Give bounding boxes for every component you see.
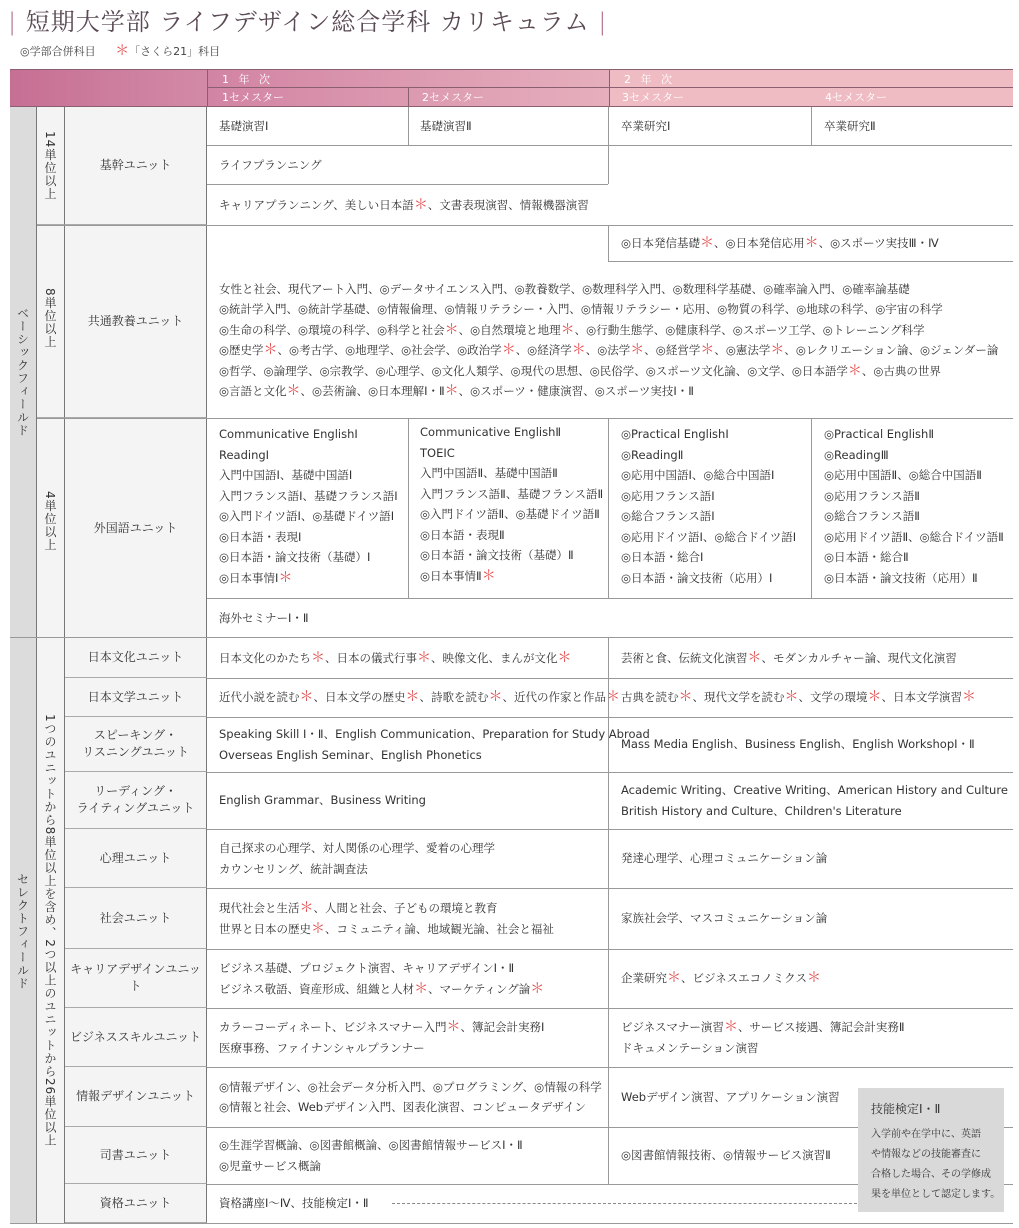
credit-kyoyo: 8単位以上: [37, 226, 65, 418]
course-line: ◎応用フランス語Ⅰ: [621, 488, 715, 503]
asterisk-icon: ＊: [405, 689, 420, 706]
course-line: 入門フランス語Ⅱ、基礎フランス語Ⅱ: [420, 486, 604, 501]
cell-year1: Speaking Skill Ⅰ・Ⅱ、English Communication、Preparation for Study Abroad Overseas English Seminar、English Phonetics: [219, 727, 650, 762]
cell-kyoyo-year2: ◎日本発信基礎＊、◎日本発信応用＊、◎スポーツ実技Ⅲ・Ⅳ: [621, 235, 939, 252]
course-line: ◎日本語・表現Ⅰ: [219, 529, 302, 544]
unit-10: 資格ユニット: [65, 1184, 207, 1223]
select-field-label: セレクトフィールド: [10, 638, 37, 1224]
note-title: 技能検定Ⅰ・Ⅱ: [871, 1102, 941, 1116]
cell-gaikokugo-sem2: [408, 422, 608, 592]
asterisk-icon: ＊: [299, 689, 314, 706]
page-title: | 短期大学部 ライフデザイン総合学科 カリキュラム |: [8, 8, 608, 36]
course-line: TOEIC: [420, 445, 455, 460]
course-line: ◎Practical EnglishⅠ: [621, 427, 729, 441]
cell-year1: 現代社会と生活＊、人間と社会、子どもの環境と教育 世界と日本の歴史＊、コミュニティ論、地域観光論、社会と福祉: [219, 900, 554, 937]
cell-year2: 企業研究＊、ビジネスエコノミクス＊: [621, 970, 822, 987]
asterisk-icon: ＊: [311, 649, 325, 666]
course-line: ◎総合フランス語Ⅱ: [824, 509, 920, 523]
asterisk-icon: ＊: [311, 920, 325, 937]
legend: [20, 40, 220, 60]
unit-4: 心理ユニット: [65, 829, 207, 888]
unit-6: キャリアデザインユニット: [65, 949, 207, 1008]
table-header: [10, 69, 1013, 107]
cell-year2: 発達心理学、心理コミュニケーション論: [621, 851, 828, 866]
unit-8: 情報デザインユニット: [65, 1067, 207, 1127]
credit-select: 1つのユニットから8単位以上を含め、2つ以上のユニットから26単位以上: [37, 638, 65, 1224]
cell-kikan-sem2: 基礎演習Ⅱ: [420, 118, 472, 133]
asterisk-icon: ＊: [414, 980, 429, 997]
cell-year1: ビジネス基礎、プロジェクト演習、キャリアデザインⅠ・Ⅱ ビジネス敬語、資産形成、組織と人材＊、マーケティング論＊: [219, 961, 545, 997]
unit-kikan: 基幹ユニット: [65, 107, 207, 225]
cell-kikan-year1-row2: ライフプランニング: [219, 157, 322, 172]
asterisk-icon: ＊: [606, 689, 620, 706]
unit-gaikokugo: 外国語ユニット: [65, 419, 207, 637]
cell-year2: Webデザイン演習、アプリケーション演習: [621, 1089, 840, 1104]
asterisk-icon: ＊: [481, 567, 496, 584]
course-line: Communicative EnglishⅠ: [219, 427, 358, 441]
year1-label: 1 年 次: [222, 73, 273, 86]
cell-year1: 自己探求の心理学、対人関係の心理学、愛着の心理学 カウンセリング、統計調査法: [219, 841, 495, 876]
course-line: ◎応用ドイツ語Ⅱ、◎総合ドイツ語Ⅱ: [824, 529, 1004, 544]
cell-year2: ◎図書館情報技術、◎情報サービス演習Ⅱ: [621, 1148, 831, 1163]
course-line: ◎日本語・論文技術（応用）Ⅱ: [824, 570, 978, 585]
cell-year1: カラーコーディネート、ビジネスマナー入門＊、簿記会計実務Ⅰ 医療事務、ファイナンシャルプランナー: [219, 1019, 545, 1055]
cell-year2: 古典を読む＊、現代文学を読む＊、文学の環境＊、日本文学演習＊: [621, 689, 976, 706]
course-line: ◎日本語・表現Ⅱ: [420, 527, 505, 542]
course-line: ◎ReadingⅡ: [621, 447, 684, 462]
course-line: ◎日本語・論文技術（応用）Ⅰ: [621, 570, 773, 585]
unit-kyoyo: 共通教養ユニット: [65, 226, 207, 418]
semester3-label: 3セメスター: [622, 91, 684, 104]
unit-5: 社会ユニット: [65, 888, 207, 949]
asterisk-icon: ＊: [807, 970, 822, 987]
semester2-label: 2セメスター: [422, 91, 484, 104]
cell-year2: 芸術と食、伝統文化演習＊、モダンカルチャー論、現代文化演習: [621, 649, 957, 666]
unit-7: ビジネススキルユニット: [65, 1008, 207, 1067]
semester4-label: 4セメスター: [825, 91, 887, 104]
course-line: ◎総合フランス語Ⅰ: [621, 509, 715, 523]
asterisk-icon: ＊: [667, 970, 681, 987]
asterisk-icon: ＊: [278, 569, 293, 586]
asterisk-icon: ＊: [784, 689, 799, 706]
course-line: ◎応用ドイツ語Ⅰ、◎総合ドイツ語Ⅰ: [621, 529, 797, 544]
note-body: 入学前や在学中に、英語 や情報などの技能審査に 合格した場合、その学修成 果を単位として認定します。: [871, 1129, 1001, 1200]
asterisk-icon: ＊: [678, 689, 693, 706]
asterisk-icon: ＊: [299, 900, 314, 916]
cell-year1: 近代小説を読む＊、日本文学の歴史＊、詩歌を読む＊、近代の作家と作品＊: [219, 689, 620, 706]
cell-kikan-sem1: 基礎演習Ⅰ: [219, 118, 269, 133]
legend-asterisk: 「さくら21」科目: [129, 45, 221, 58]
cell-year1: 日本文化のかたち＊、日本の儀式行事＊、映像文化、まんが文化＊: [219, 649, 572, 666]
asterisk-icon: ＊: [446, 1019, 461, 1035]
asterisk-icon: ＊: [488, 689, 503, 706]
asterisk-icon: ＊: [417, 649, 431, 666]
skill-test-note: [858, 1088, 1004, 1212]
course-line: ◎日本語・論文技術（基礎）Ⅱ: [420, 548, 574, 562]
semester1-label: 1セメスター: [222, 91, 284, 104]
course-line: 入門中国語Ⅰ、基礎中国語Ⅰ: [219, 468, 353, 482]
cell-gaikokugo-sem4: [812, 424, 1012, 594]
course-line: ◎応用中国語Ⅰ、◎総合中国語Ⅰ: [621, 468, 775, 482]
course-line: ◎ReadingⅢ: [824, 447, 889, 462]
cell-gaikokugo-seminar: 海外セミナーⅠ・Ⅱ: [219, 610, 309, 625]
course-line: ◎日本語・総合Ⅰ: [621, 550, 704, 564]
cell-year1: ◎情報デザイン、◎社会データ分析入門、◎プログラミング、◎情報の科学 ◎情報と社会、Webデザイン入門、図表化演習、コンピュータデザイン: [219, 1079, 602, 1114]
course-line: ◎応用中国語Ⅱ、◎総合中国語Ⅱ: [824, 468, 982, 482]
cell-gaikokugo-sem3: [609, 424, 811, 594]
cell-year2: ビジネスマナー演習＊、サービス接遇、簿記会計実務Ⅱ ドキュメンテーション演習: [621, 1019, 905, 1055]
legend-double-circle: ◎学部合併科目: [20, 45, 96, 58]
course-line: ◎日本語・総合Ⅱ: [824, 550, 909, 564]
asterisk-icon: ＊: [530, 980, 545, 997]
unit-9: 司書ユニット: [65, 1127, 207, 1184]
course-line: ◎入門ドイツ語Ⅱ、◎基礎ドイツ語Ⅱ: [420, 507, 600, 521]
asterisk-icon: ＊: [557, 649, 572, 666]
cell-kikan-sem4: 卒業研究Ⅱ: [824, 118, 876, 133]
unit-2: スピーキング・ リスニングユニット: [65, 717, 207, 772]
header-blank: [10, 70, 207, 106]
cell-kikan-sem3: 卒業研究Ⅰ: [621, 118, 671, 133]
header-year2: [609, 70, 1013, 106]
asterisk-icon: ＊: [747, 649, 762, 666]
course-line: ◎入門ドイツ語Ⅰ、◎基礎ドイツ語Ⅰ: [219, 509, 395, 523]
cell-year1: English Grammar、Business Writing: [219, 793, 426, 808]
asterisk-icon: ＊: [723, 1019, 738, 1035]
course-line: ◎日本語・論文技術（基礎）Ⅰ: [219, 550, 371, 564]
cell-kikan-row3: キャリアプランニング、美しい日本語＊、文書表現演習、情報機器演習: [219, 196, 589, 213]
cell-year2: 家族社会学、マスコミュニケーション論: [621, 911, 828, 926]
course-line: ◎日本事情Ⅰ＊: [219, 569, 293, 586]
cell-year2: Academic Writing、Creative Writing、American History and Culture British History and Culture、Children's Literature: [621, 783, 1008, 818]
year2-label: 2 年 次: [624, 73, 675, 86]
cell-year1: ◎生涯学習概論、◎図書館概論、◎図書館情報サービスⅠ・Ⅱ ◎児童サービス概論: [219, 1138, 523, 1173]
cell-year2: Mass Media English、Business English、English WorkshopⅠ・Ⅱ: [621, 737, 975, 752]
course-line: 入門フランス語Ⅰ、基礎フランス語Ⅰ: [219, 488, 398, 503]
course-line: ◎応用フランス語Ⅱ: [824, 488, 920, 503]
cell-kyoyo-list: 女性と社会、現代アート入門、◎データサイエンス入門、◎教養数学、◎数理科学入門、◎数理科学基礎、◎確率論入門、◎確率論基礎 ◎統計学入門、◎統計学基礎、◎情報倫理、◎情報リテラシー・入門、◎情報リテラシー・応用、◎物質の科学、◎地球の科学、◎宇宙の科学 ◎生命の科学、◎環境の科学、◎科学と社会＊、◎自然環境と地理＊、◎行動生態学、◎健康科学、◎スポーツ工学、◎トレーニング科学 ◎歴史学＊、◎考古学、◎地理学、◎社会学、◎政治学＊、◎経済学＊、◎法学＊、◎経営学＊、◎憲法学＊、◎レクリエーション論、◎ジェンダー論 ◎哲学、◎論理学、◎宗教学、◎心理学、◎文化人類学、◎現代の思想、◎民俗学、◎スポーツ文化論、◎文学、◎日本語学＊、◎古典の世界 ◎言語と文化＊、◎芸術論、◎日本理解Ⅰ・Ⅱ＊、◎スポーツ・健康演習、◎スポーツ実技Ⅰ・Ⅱ: [219, 281, 999, 399]
cell-gaikokugo-sem1: [207, 424, 407, 594]
course-line: ◎日本事情Ⅱ＊: [420, 567, 496, 584]
credit-kikan: 14単位以上: [37, 107, 65, 225]
dashed-connector: [392, 1203, 857, 1204]
unit-3: リーディング・ ライティングユニット: [65, 772, 207, 829]
course-line: 入門中国語Ⅱ、基礎中国語Ⅱ: [420, 466, 558, 480]
course-line: ReadingⅠ: [219, 447, 270, 462]
unit-1: 日本文学ユニット: [65, 678, 207, 717]
header-year1: [207, 70, 609, 106]
asterisk-icon: ＊: [867, 689, 882, 706]
course-line: ◎Practical EnglishⅡ: [824, 427, 934, 441]
unit-0: 日本文化ユニット: [65, 638, 207, 678]
basic-field-label: ベーシックフィールド: [10, 107, 37, 637]
credit-gaikokugo: 4単位以上: [37, 419, 65, 637]
asterisk-icon: ＊: [962, 689, 976, 706]
asterisk-icon: ＊: [115, 43, 130, 59]
cell-year1: 資格講座Ⅰ～Ⅳ、技能検定Ⅰ・Ⅱ: [219, 1196, 369, 1211]
course-line: Communicative EnglishⅡ: [420, 425, 562, 439]
